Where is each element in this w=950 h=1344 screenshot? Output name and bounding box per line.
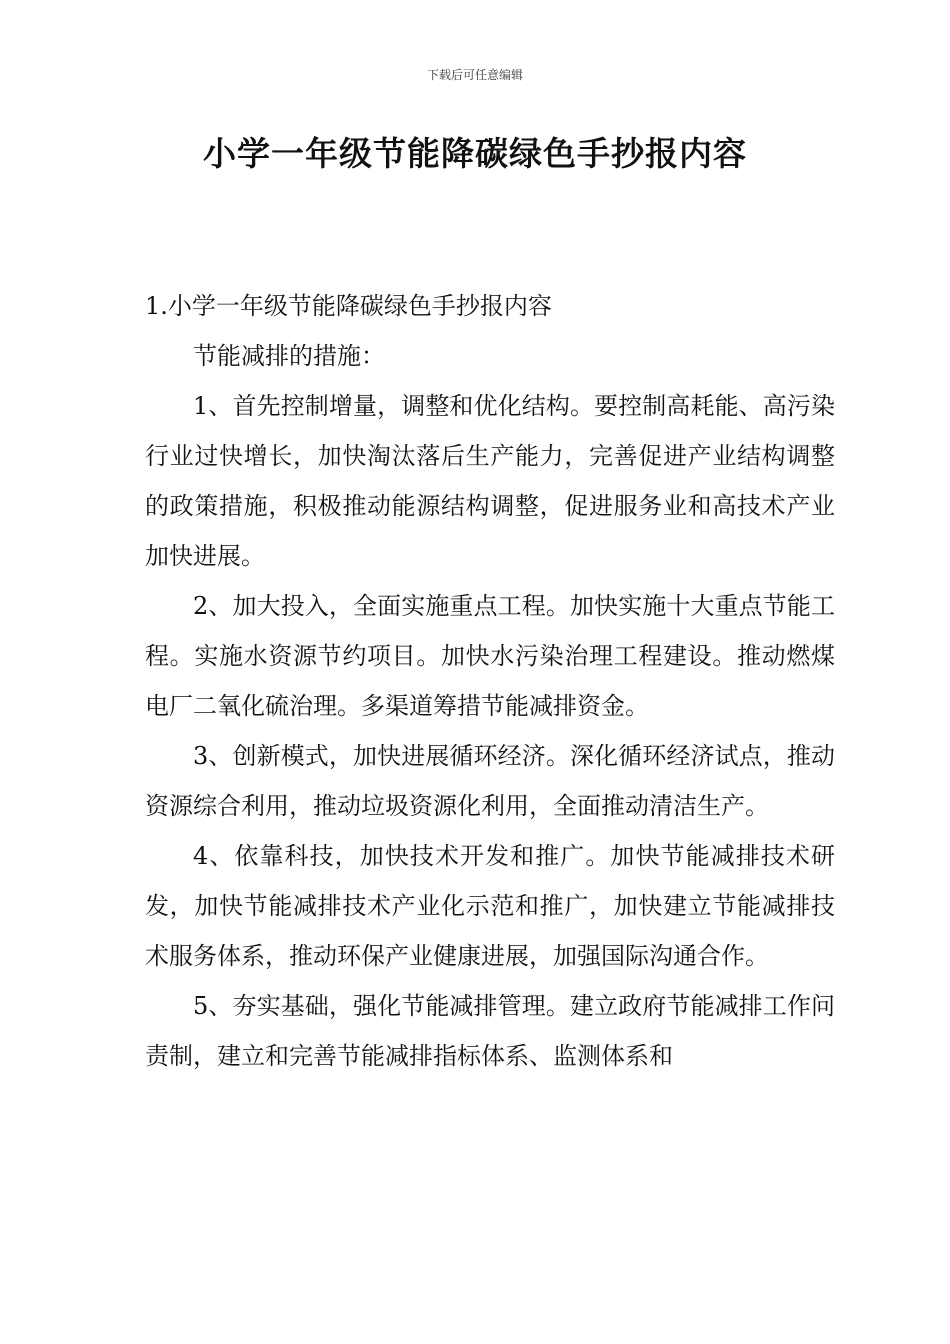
paragraph-item-1: 1、首先控制增量，调整和优化结构。要控制高耗能、高污染行业过快增长，加快淘汰落后生产能力，完善促进产业结构调整的政策措施，积极推动能源结构调整，促进服务业和高技术产业加快进展。 (145, 392, 835, 570)
page-title: 小学一年级节能降碳绿色手抄报内容 (203, 134, 747, 173)
paragraph-item-2: 2、加大投入，全面实施重点工程。加快实施十大重点节能工程。实施水资源节约项目。加快水污染治理工程建设。推动燃煤电厂二氧化硫治理。多渠道筹措节能减排资金。 (145, 592, 835, 720)
paragraph-heading: 1.小学一年级节能降碳绿色手抄报内容 (145, 292, 552, 320)
paragraph-item-5: 5、夯实基础，强化节能减排管理。建立政府节能减排工作问责制，建立和完善节能减排指标体系、监测体系和 (145, 992, 835, 1070)
paragraph-measures-label: 节能减排的措施： (193, 342, 385, 370)
paragraph-item-3: 3、创新模式，加快进展循环经济。深化循环经济试点，推动资源综合利用，推动垃圾资源化利用，全面推动清洁生产。 (145, 742, 835, 820)
paragraph-item-4: 4、依靠科技，加快技术开发和推广。加快节能减排技术研发，加快节能减排技术产业化示范和推广，加快建立节能减排技术服务体系，推动环保产业健康进展，加强国际沟通合作。 (145, 842, 835, 970)
document-body (145, 281, 835, 1081)
header-note: 下载后可任意编辑 (426, 68, 523, 82)
